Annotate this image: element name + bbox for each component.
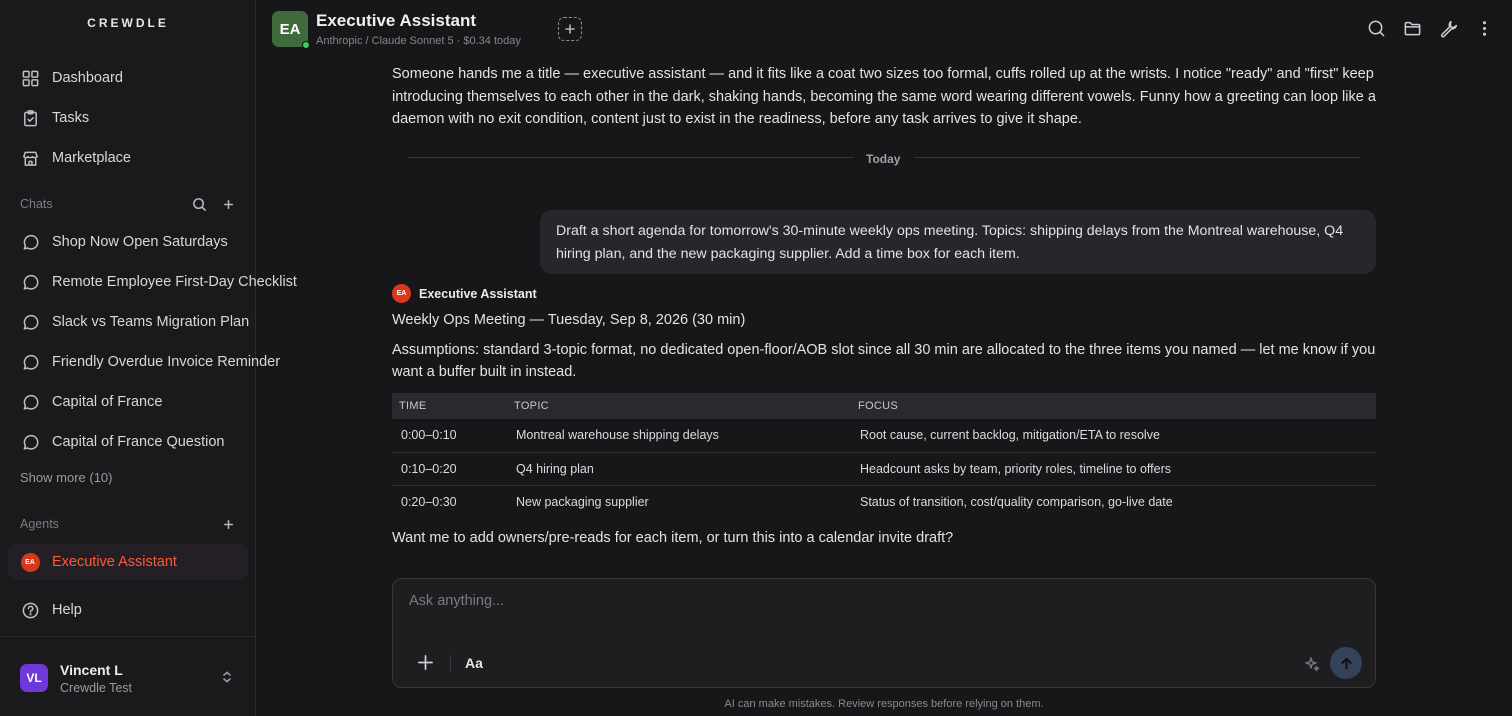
chats-section-header xyxy=(20,194,236,214)
agent-initials: EA xyxy=(21,553,40,572)
chat-item-label: Friendly Overdue Invoice Reminder xyxy=(52,354,281,370)
model-cost-subtitle: Anthropic / Claude Sonnet 5 · $0.34 today xyxy=(316,35,521,47)
previous-bot-message: Someone hands me a title — executive assistant — and it fits like a coat two sizes too formal, cuffs rolled up at the wrists. I notice "ready" and "first" keep introducing themselves to each other in the dark, shaking hands, becoming the same word wearing different vowels. Funny how a greeting can loop like a daemon with no exit condition, content just to exist in the readiness, before any task arrives to give it shape. xyxy=(392,66,1376,127)
add-to-chat-button[interactable] xyxy=(558,17,582,41)
chat-bubble-icon xyxy=(20,392,40,412)
message-input[interactable] xyxy=(409,593,1309,609)
table-header-row xyxy=(392,393,1376,419)
agent-badge xyxy=(20,552,40,572)
table-row xyxy=(392,485,1376,518)
cell-focus: Status of transition, cost/quality comparison, go-live date xyxy=(860,494,1173,509)
chat-bubble-icon xyxy=(20,352,40,372)
chat-bubble-icon xyxy=(20,432,40,452)
nav-help-label: Help xyxy=(52,602,82,618)
bot-name: Executive Assistant xyxy=(419,286,537,301)
date-divider-line-right xyxy=(914,157,1360,158)
arrow-up-icon xyxy=(1339,656,1354,671)
chat-bubble-icon xyxy=(20,232,40,252)
ai-disclaimer: AI can make mistakes. Review responses before relying on them. xyxy=(724,698,1044,710)
folder-icon[interactable] xyxy=(1402,18,1422,38)
new-agent-plus-icon[interactable] xyxy=(221,517,236,532)
text-format-button[interactable]: Aa xyxy=(465,655,483,671)
nav-tasks[interactable] xyxy=(8,100,248,136)
agents-section-header xyxy=(20,514,236,534)
chat-item-label: Remote Employee First-Day Checklist xyxy=(52,274,297,290)
agenda-table xyxy=(392,393,1376,518)
header-actions xyxy=(1366,18,1494,38)
chat-bubble-icon xyxy=(20,272,40,292)
help-circle-icon xyxy=(20,600,40,620)
chevron-up-down-icon xyxy=(220,670,234,687)
bot-avatar: EA xyxy=(392,284,411,303)
agent-avatar: EA xyxy=(272,11,308,47)
nav-dashboard[interactable] xyxy=(8,60,248,96)
chat-item[interactable] xyxy=(8,424,248,460)
attach-plus-icon[interactable] xyxy=(415,652,435,672)
search-chats-icon[interactable] xyxy=(192,197,207,212)
cell-topic: Montreal warehouse shipping delays xyxy=(507,419,851,452)
chat-item-label: Capital of France xyxy=(52,394,163,410)
wrench-icon[interactable] xyxy=(1438,18,1458,38)
column-header-time: TIME xyxy=(392,393,507,419)
date-divider-label: Today xyxy=(866,152,901,166)
app-logo[interactable]: CREWDLE xyxy=(87,16,169,30)
cell-focus: Root cause, current backlog, mitigation/ETA to resolve xyxy=(851,419,1376,452)
online-status-dot xyxy=(302,41,310,49)
cell-time: 0:00–0:10 xyxy=(392,419,507,452)
chat-item-label: Shop Now Open Saturdays xyxy=(52,234,228,250)
chat-item-label: Slack vs Teams Migration Plan xyxy=(52,314,250,330)
nav-dashboard-label: Dashboard xyxy=(52,70,123,86)
agenda-title: Weekly Ops Meeting — Tuesday, Sep 8, 2026 (30 min) xyxy=(392,312,746,328)
user-org: Crewdle Test xyxy=(60,680,133,695)
cell-focus: Headcount asks by team, priority roles, timeline to offers xyxy=(851,452,1376,485)
cell-topic: Q4 hiring plan xyxy=(507,452,851,485)
agents-section-label: Agents xyxy=(20,517,59,531)
clipboard-check-icon xyxy=(20,108,40,128)
agent-item-executive-assistant[interactable] xyxy=(8,544,248,580)
user-message-bubble: Draft a short agenda for tomorrow's 30-minute weekly ops meeting. Topics: shipping delays from the Montreal warehouse, Q4 hiring plan, and the new packaging supplier. Add a time box for each item. xyxy=(540,210,1376,274)
chat-item[interactable] xyxy=(8,304,248,340)
chat-item[interactable] xyxy=(8,384,248,420)
chat-item-label: Capital of France Question xyxy=(52,434,225,450)
sparkle-icon[interactable] xyxy=(1302,654,1322,674)
user-profile-menu[interactable] xyxy=(20,660,236,696)
agent-item-label: Executive Assistant xyxy=(52,554,177,570)
composer-separator xyxy=(450,655,451,671)
nav-marketplace-label: Marketplace xyxy=(52,150,131,166)
chat-bubble-icon xyxy=(20,312,40,332)
nav-marketplace[interactable] xyxy=(8,140,248,176)
cell-time: 0:20–0:30 xyxy=(401,494,457,509)
store-icon xyxy=(20,148,40,168)
sidebar-divider xyxy=(0,636,256,637)
send-button[interactable] xyxy=(1330,647,1362,679)
chat-item[interactable] xyxy=(8,344,281,380)
nav-help[interactable] xyxy=(8,592,248,628)
more-vertical-icon[interactable] xyxy=(1474,18,1494,38)
chat-item[interactable] xyxy=(8,264,297,300)
bot-followup-question: Want me to add owners/pre-reads for each item, or turn this into a calendar invite draft? xyxy=(392,530,954,546)
page-title: Executive Assistant xyxy=(316,11,476,30)
user-name: Vincent L xyxy=(60,661,123,678)
date-divider-line-left xyxy=(408,157,854,158)
plus-icon xyxy=(564,23,576,35)
search-icon[interactable] xyxy=(1366,18,1386,38)
bot-message-header xyxy=(392,284,537,303)
grid-icon xyxy=(20,68,40,88)
table-row xyxy=(392,452,1376,485)
message-composer xyxy=(392,578,1376,688)
cell-time: 0:10–0:20 xyxy=(392,452,507,485)
cell-topic: New packaging supplier xyxy=(516,494,649,509)
new-chat-plus-icon[interactable] xyxy=(221,197,236,212)
table-row xyxy=(392,419,1376,452)
chats-section-label: Chats xyxy=(20,197,53,211)
user-avatar: VL xyxy=(20,664,48,692)
nav-tasks-label: Tasks xyxy=(52,110,90,126)
sidebar xyxy=(0,0,297,716)
column-header-focus: FOCUS xyxy=(851,393,1376,419)
show-more-chats-link[interactable]: Show more (10) xyxy=(20,470,113,485)
agenda-assumptions: Assumptions: standard 3-topic format, no dedicated open-floor/AOB slot since all 30 min are allocated to the three items you named — let me know if you want a buffer built in instead. xyxy=(392,342,1376,380)
chat-item[interactable] xyxy=(8,224,248,260)
column-header-topic: TOPIC xyxy=(507,393,851,419)
